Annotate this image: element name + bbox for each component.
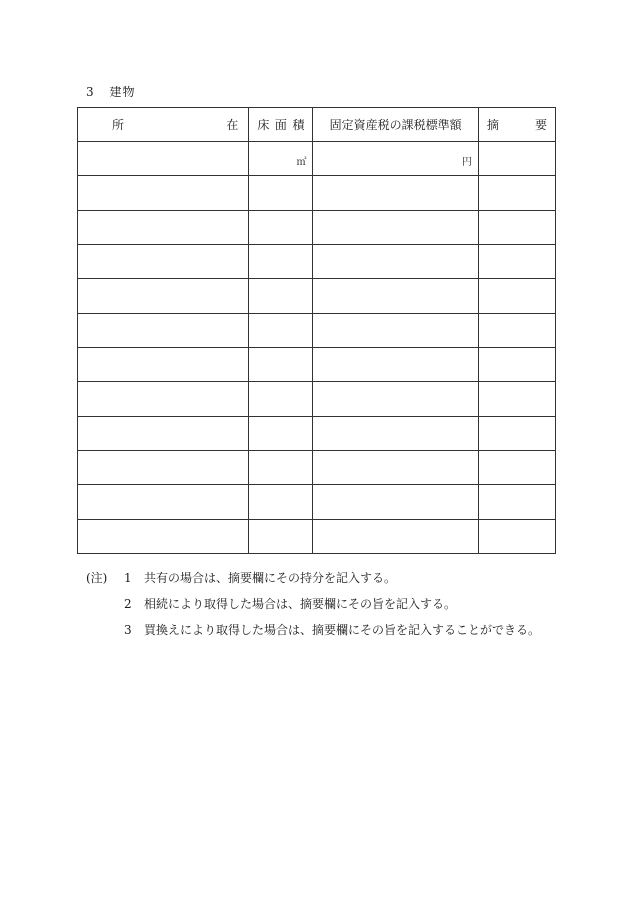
- cell-tax-value[interactable]: [313, 210, 478, 244]
- cell-remarks[interactable]: [478, 313, 555, 347]
- cell-tax-value[interactable]: [313, 176, 478, 210]
- cell-tax-value[interactable]: [313, 416, 478, 450]
- note-text: 買換えにより取得した場合は、摘要欄にその旨を記入することができる。: [144, 623, 541, 637]
- section-title: 建物: [109, 85, 136, 99]
- cell-remarks[interactable]: [478, 176, 555, 210]
- cell-tax-value[interactable]: [313, 313, 478, 347]
- cell-remarks[interactable]: [478, 450, 555, 484]
- cell-location[interactable]: [78, 279, 249, 313]
- note-text: 共有の場合は、摘要欄にその持分を記入する。: [144, 571, 397, 585]
- table-body: [78, 142, 556, 554]
- cell-floor-area[interactable]: [249, 210, 313, 244]
- header-floor-area-char-2: 面: [274, 118, 287, 132]
- tax-value-unit: 円: [461, 157, 472, 168]
- table-header-row: [78, 108, 556, 142]
- cell-tax-value[interactable]: [313, 347, 478, 381]
- cell-tax-value[interactable]: [313, 279, 478, 313]
- cell-tax-value[interactable]: [313, 142, 478, 176]
- cell-remarks[interactable]: [478, 244, 555, 278]
- table-row: [78, 450, 556, 484]
- cell-floor-area[interactable]: [249, 382, 313, 416]
- table-row: [78, 382, 556, 416]
- buildings-table: [77, 107, 556, 554]
- section-heading: [86, 83, 135, 100]
- cell-location[interactable]: [78, 519, 249, 553]
- cell-floor-area[interactable]: [249, 416, 313, 450]
- cell-location[interactable]: [78, 450, 249, 484]
- header-floor-area-char-3: 積: [292, 118, 305, 132]
- header-floor-area-char-1: 床: [257, 118, 270, 132]
- section-number: 3: [86, 85, 95, 99]
- cell-remarks[interactable]: [478, 142, 555, 176]
- cell-remarks[interactable]: [478, 485, 555, 519]
- header-remarks-char-2: 要: [534, 118, 547, 132]
- note-number: 3: [124, 623, 132, 637]
- cell-remarks[interactable]: [478, 210, 555, 244]
- table-row: [78, 313, 556, 347]
- table-row: [78, 176, 556, 210]
- note-text: 相続により取得した場合は、摘要欄にその旨を記入する。: [144, 597, 457, 611]
- table-row: [78, 485, 556, 519]
- cell-location[interactable]: [78, 347, 249, 381]
- note-number: 1: [124, 571, 132, 585]
- table-row: [78, 244, 556, 278]
- table-row: [78, 210, 556, 244]
- table-row: [78, 416, 556, 450]
- cell-tax-value[interactable]: [313, 519, 478, 553]
- cell-floor-area[interactable]: [249, 142, 313, 176]
- cell-remarks[interactable]: [478, 416, 555, 450]
- cell-remarks[interactable]: [478, 347, 555, 381]
- cell-floor-area[interactable]: [249, 176, 313, 210]
- cell-location[interactable]: [78, 142, 249, 176]
- cell-tax-value[interactable]: [313, 382, 478, 416]
- header-tax-value-label: 固定資産税の課税標準額: [329, 118, 462, 132]
- header-remarks: [478, 108, 555, 142]
- cell-floor-area[interactable]: [249, 244, 313, 278]
- cell-remarks[interactable]: [478, 519, 555, 553]
- cell-tax-value[interactable]: [313, 244, 478, 278]
- header-floor-area: [249, 108, 313, 142]
- header-remarks-char-1: 摘: [486, 118, 499, 132]
- cell-location[interactable]: [78, 416, 249, 450]
- cell-location[interactable]: [78, 382, 249, 416]
- note-number: 2: [124, 597, 132, 611]
- cell-remarks[interactable]: [478, 382, 555, 416]
- note-item: [124, 617, 540, 643]
- note-item: [124, 591, 540, 617]
- floor-area-unit: ㎡: [296, 157, 307, 168]
- cell-tax-value[interactable]: [313, 485, 478, 519]
- table-row: [78, 347, 556, 381]
- header-location-char-1: 所: [112, 118, 125, 132]
- cell-tax-value[interactable]: [313, 450, 478, 484]
- table-row: [78, 279, 556, 313]
- cell-location[interactable]: [78, 176, 249, 210]
- cell-floor-area[interactable]: [249, 347, 313, 381]
- table-row: [78, 142, 556, 176]
- header-tax-value: [313, 108, 478, 142]
- cell-floor-area[interactable]: [249, 279, 313, 313]
- cell-location[interactable]: [78, 485, 249, 519]
- notes: [86, 565, 540, 643]
- notes-label: (注): [86, 571, 108, 585]
- cell-remarks[interactable]: [478, 279, 555, 313]
- cell-location[interactable]: [78, 210, 249, 244]
- note-item: [86, 565, 540, 591]
- table-row: [78, 519, 556, 553]
- cell-floor-area[interactable]: [249, 450, 313, 484]
- cell-location[interactable]: [78, 313, 249, 347]
- header-location: [78, 108, 249, 142]
- header-location-char-2: 在: [226, 118, 239, 132]
- cell-floor-area[interactable]: [249, 485, 313, 519]
- cell-floor-area[interactable]: [249, 519, 313, 553]
- cell-floor-area[interactable]: [249, 313, 313, 347]
- cell-location[interactable]: [78, 244, 249, 278]
